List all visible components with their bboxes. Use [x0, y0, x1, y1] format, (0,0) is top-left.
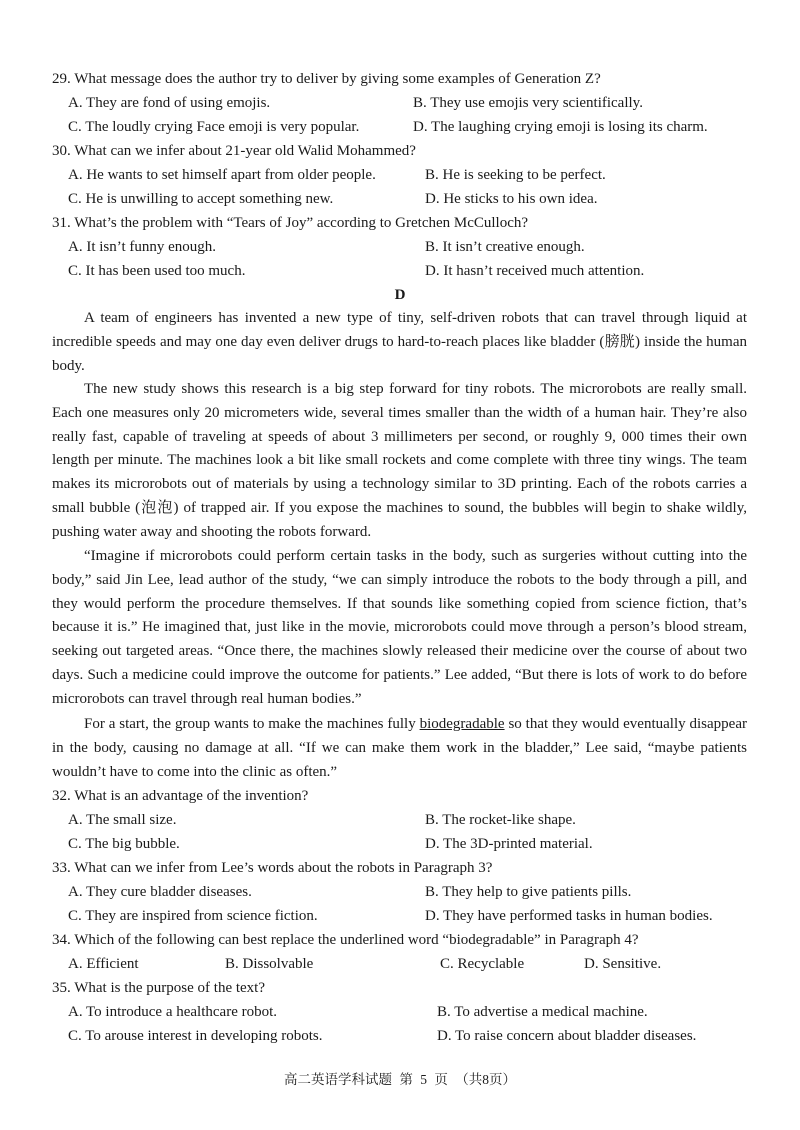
q32-option-a: A. The small size.	[68, 812, 177, 828]
q29-option-d: D. The laughing crying emoji is losing its charm.	[413, 119, 708, 135]
q35-option-c: C. To arouse interest in developing robots.	[68, 1028, 323, 1044]
q32-option-b: B. The rocket-like shape.	[425, 812, 576, 828]
passage-paragraph-1: A team of engineers has invented a new type of tiny, self-driven robots that can travel through liquid at incredible speeds and may one day even deliver drugs to hard-to-reach places like bladder (膀胱) inside the human body.	[52, 310, 747, 374]
q30-option-a: A. He wants to set himself apart from older people.	[68, 167, 376, 183]
footer-total-pages: （共8页）	[455, 1072, 516, 1087]
paragraph-4-lead: For a start, the group wants to make the machines fully	[84, 716, 420, 732]
q34-option-d: D. Sensitive.	[584, 956, 662, 972]
q33-option-d: D. They have performed tasks in human bodies.	[425, 908, 713, 924]
q31-option-d: D. It hasn’t received much attention.	[425, 263, 645, 279]
section-heading: D	[394, 287, 406, 303]
q35-option-a: A. To introduce a healthcare robot.	[68, 1004, 278, 1020]
q34-option-b: B. Dissolvable	[225, 956, 314, 972]
q31-option-a: A. It isn’t funny enough.	[68, 239, 217, 255]
footer-title: 高二英语学科试题	[284, 1072, 392, 1087]
q29-option-b: B. They use emojis very scientifically.	[413, 95, 643, 111]
q32-option-c: C. The big bubble.	[68, 836, 180, 852]
footer-page-label: 第	[399, 1072, 413, 1087]
passage-paragraph-4	[52, 713, 747, 784]
question-31: 31. What’s the problem with “Tears of Joy” according to Gretchen McCulloch?	[52, 215, 529, 231]
q32-option-d: D. The 3D-printed material.	[425, 836, 593, 852]
footer-page-unit: 页	[434, 1072, 448, 1087]
q33-option-b: B. They help to give patients pills.	[425, 884, 632, 900]
question-35: 35. What is the purpose of the text?	[52, 980, 266, 996]
q30-option-c: C. He is unwilling to accept something new.	[68, 191, 334, 207]
q34-option-a: A. Efficient	[68, 956, 139, 972]
passage-paragraph-2: The new study shows this research is a big step forward for tiny robots. The microrobots are really small. Each one measures only 20 micrometers wide, several times smaller than the width of a human hair. They’re also really fast, capable of traveling at speeds of about 3 millimeters per second, or roughly 9, 000 times their own length per minute. The machines look a bit like small rockets and come complete with three tiny wings. The team makes its microrobots out of materials by using a technology similar to 3D printing. Each of the robots carries a small bubble (泡泡) of trapped air. If you expose the machines to sound, the bubbles will begin to shake wildly, pushing water away and shooting the robots forward.	[52, 381, 747, 540]
q33-option-a: A. They cure bladder diseases.	[68, 884, 252, 900]
q29-option-c: C. The loudly crying Face emoji is very popular.	[68, 119, 360, 135]
q34-option-c: C. Recyclable	[440, 956, 525, 972]
q31-option-b: B. It isn’t creative enough.	[425, 239, 585, 255]
question-32: 32. What is an advantage of the invention?	[52, 788, 309, 804]
page-footer	[0, 1068, 800, 1088]
q29-option-a: A. They are fond of using emojis.	[68, 95, 271, 111]
question-29: 29. What message does the author try to deliver by giving some examples of Generation Z?	[52, 71, 601, 87]
q35-option-b: B. To advertise a medical machine.	[437, 1004, 648, 1020]
q33-option-c: C. They are inspired from science fiction.	[68, 908, 318, 924]
passage-paragraph-3: “Imagine if microrobots could perform certain tasks in the body, such as surgeries without cutting into the body,” said Jin Lee, lead author of the study, “we can simply introduce the robots to the body through a pill, and they would perform the procedure themselves. If that sounds like something copied from science fiction, that’s because it is.” He imagined that, just like in the movie, microrobots could move through a person’s blood stream, seeking out targeted areas. “Once there, the machines slowly released their medicine over the course of about two days. Such a medicine could improve the outcome for patients.” Lee added, “But there is lots of work to do before microrobots can travel through real human bodies.”	[52, 548, 747, 707]
question-30: 30. What can we infer about 21-year old Walid Mohammed?	[52, 143, 416, 159]
question-33: 33. What can we infer from Lee’s words about the robots in Paragraph 3?	[52, 860, 493, 876]
question-34: 34. Which of the following can best replace the underlined word “biodegradable” in Paragraph 4?	[52, 932, 639, 948]
q35-option-d: D. To raise concern about bladder diseases.	[437, 1028, 697, 1044]
underlined-word: biodegradable	[419, 716, 505, 732]
q30-option-d: D. He sticks to his own idea.	[425, 191, 598, 207]
paragraph-4-rest: so that they would eventually disappear in the body, causing no damage at all. “If we can make them work in the bladder,” Lee said, “maybe patients wouldn’t have to come into the clinic as often.”	[52, 716, 747, 780]
q30-option-b: B. He is seeking to be perfect.	[425, 167, 606, 183]
q31-option-c: C. It has been used too much.	[68, 263, 246, 279]
footer-page-number: 5	[420, 1072, 427, 1087]
